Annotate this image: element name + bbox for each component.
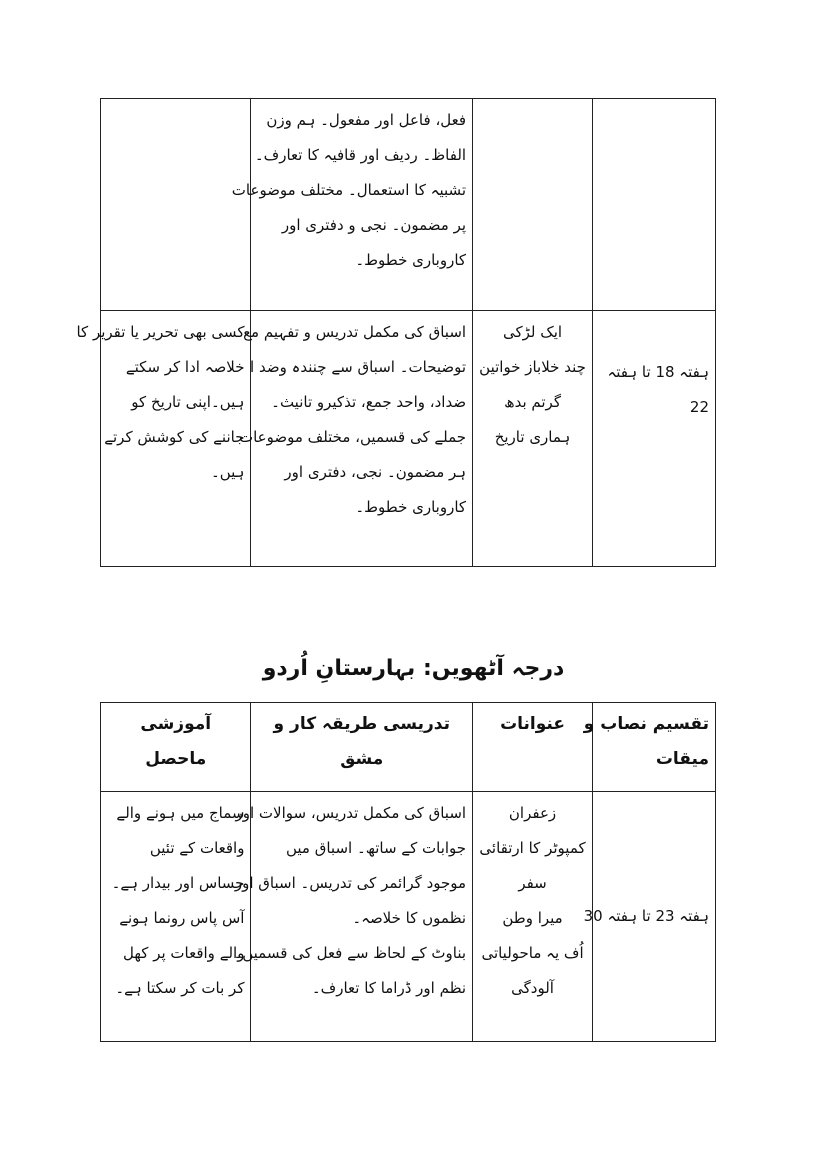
outcome-line: سماج میں ہونے والے: [116, 804, 245, 822]
method-line: توضیحات۔ اسباق سے چنندہ وضد ا: [250, 358, 467, 376]
topic-item: آلودگی: [511, 979, 554, 997]
header-week-line: میقات: [655, 749, 709, 769]
outcome-line: آس پاس رونما ہونے: [119, 909, 245, 927]
section-heading: درجہ آٹھویں: بہارستانِ اُردو: [262, 656, 565, 681]
topic-item: چند خلاباز خواتین: [479, 358, 586, 376]
topic-item: ہماری تاریخ: [494, 428, 571, 446]
method-line: بناوٹ کے لحاظ سے فعل کی قسمیں۔: [233, 944, 467, 962]
outcome-line: کر بات کر سکتا ہے۔: [115, 979, 245, 997]
outcome-cell: [101, 792, 251, 1042]
outcome-line: واقعات کے تئیں: [149, 839, 245, 857]
method-line: تشبیہ کا استعمال۔ مختلف موضوعات: [231, 181, 467, 199]
topic-item: گرتم بدھ: [504, 393, 561, 411]
method-line: جملے کی قسمیں، مختلف موضوعات: [238, 428, 467, 446]
outcome-line: خلاصہ ادا کر سکتے: [125, 358, 245, 376]
topic-item: سفر: [518, 874, 547, 892]
method-cell: [238, 311, 473, 567]
outcome-line: جاننے کی کوشش کرتے: [104, 428, 245, 446]
method-line: کاروباری خطوط۔: [355, 251, 467, 269]
week-range: ہفتہ 18 تا ہفتہ: [607, 363, 709, 381]
curriculum-table-continued: [76, 98, 716, 567]
method-line: ہر مضمون۔ نجی، دفتری اور: [284, 463, 467, 481]
curriculum-table: [100, 702, 716, 1042]
table-header-row: [101, 703, 716, 792]
topic-item: زعفران: [508, 804, 557, 822]
method-line: پر مضمون۔ نجی و دفتری اور: [281, 216, 467, 234]
topic-item: اُف یہ ماحولیاتی: [481, 944, 584, 962]
header-method: تدریسی طریقہ کار و مشق: [251, 703, 473, 792]
method-line: جوابات کے ساتھ۔ اسباق میں: [285, 839, 467, 857]
header-outcome: آموزشی ماحصل: [101, 703, 251, 792]
method-line: ضداد، واحد جمع، تذکیرو تانیث۔: [271, 393, 467, 411]
week-range: ہفتہ 23 تا ہفتہ 30: [583, 907, 709, 925]
topics-cell: [473, 311, 593, 567]
week-cell: [583, 792, 716, 1042]
table-row: [101, 792, 716, 1042]
table-row: [101, 311, 716, 567]
topic-item: میرا وطن: [502, 909, 563, 927]
method-line: اسباق کی مکمل تدریس، سوالات اور: [235, 804, 467, 822]
method-cell: [231, 99, 473, 311]
method-line: فعل، فاعل اور مفعول۔ ہم وزن: [266, 111, 467, 129]
method-line: الفاظ۔ ردیف اور قافیہ کا تعارف۔: [254, 146, 467, 164]
outcome-cell: [101, 99, 251, 311]
topic-item: ایک لڑکی: [503, 323, 563, 341]
table-row: [101, 99, 716, 311]
method-line: موجود گرائمر کی تدریس۔ اسباق اور: [234, 874, 467, 892]
outcome-line: ہیں۔: [210, 463, 245, 481]
header-topics: عنوانات: [473, 703, 593, 792]
week-cell: [593, 99, 716, 311]
week-range: 22: [689, 398, 709, 416]
topics-cell: [473, 99, 593, 311]
topics-cell: [473, 792, 593, 1042]
outcome-cell: [76, 311, 251, 567]
method-line: اسباق کی مکمل تدریس و تفہیم مع: [243, 323, 467, 341]
outcome-line: حساس اور بیدار ہے۔: [111, 874, 245, 892]
method-line: نظم اور ڈراما کا تعارف۔: [311, 979, 467, 997]
week-cell: [593, 311, 716, 567]
outcome-line: والے واقعات پر کھل: [123, 944, 245, 962]
method-line: نظموں کا خلاصہ۔: [352, 909, 467, 927]
header-week: [583, 703, 716, 792]
method-cell: [233, 792, 473, 1042]
header-week-line: تقسیم نصاب و: [583, 714, 709, 734]
outcome-line: ہیں۔اپنی تاریخ کو: [131, 393, 245, 411]
topic-item: کمپوٹر کا ارتقائی: [479, 839, 586, 857]
method-line: کاروباری خطوط۔: [355, 498, 467, 516]
outcome-line: کسی بھی تحریر یا تقریر کا: [76, 323, 245, 341]
